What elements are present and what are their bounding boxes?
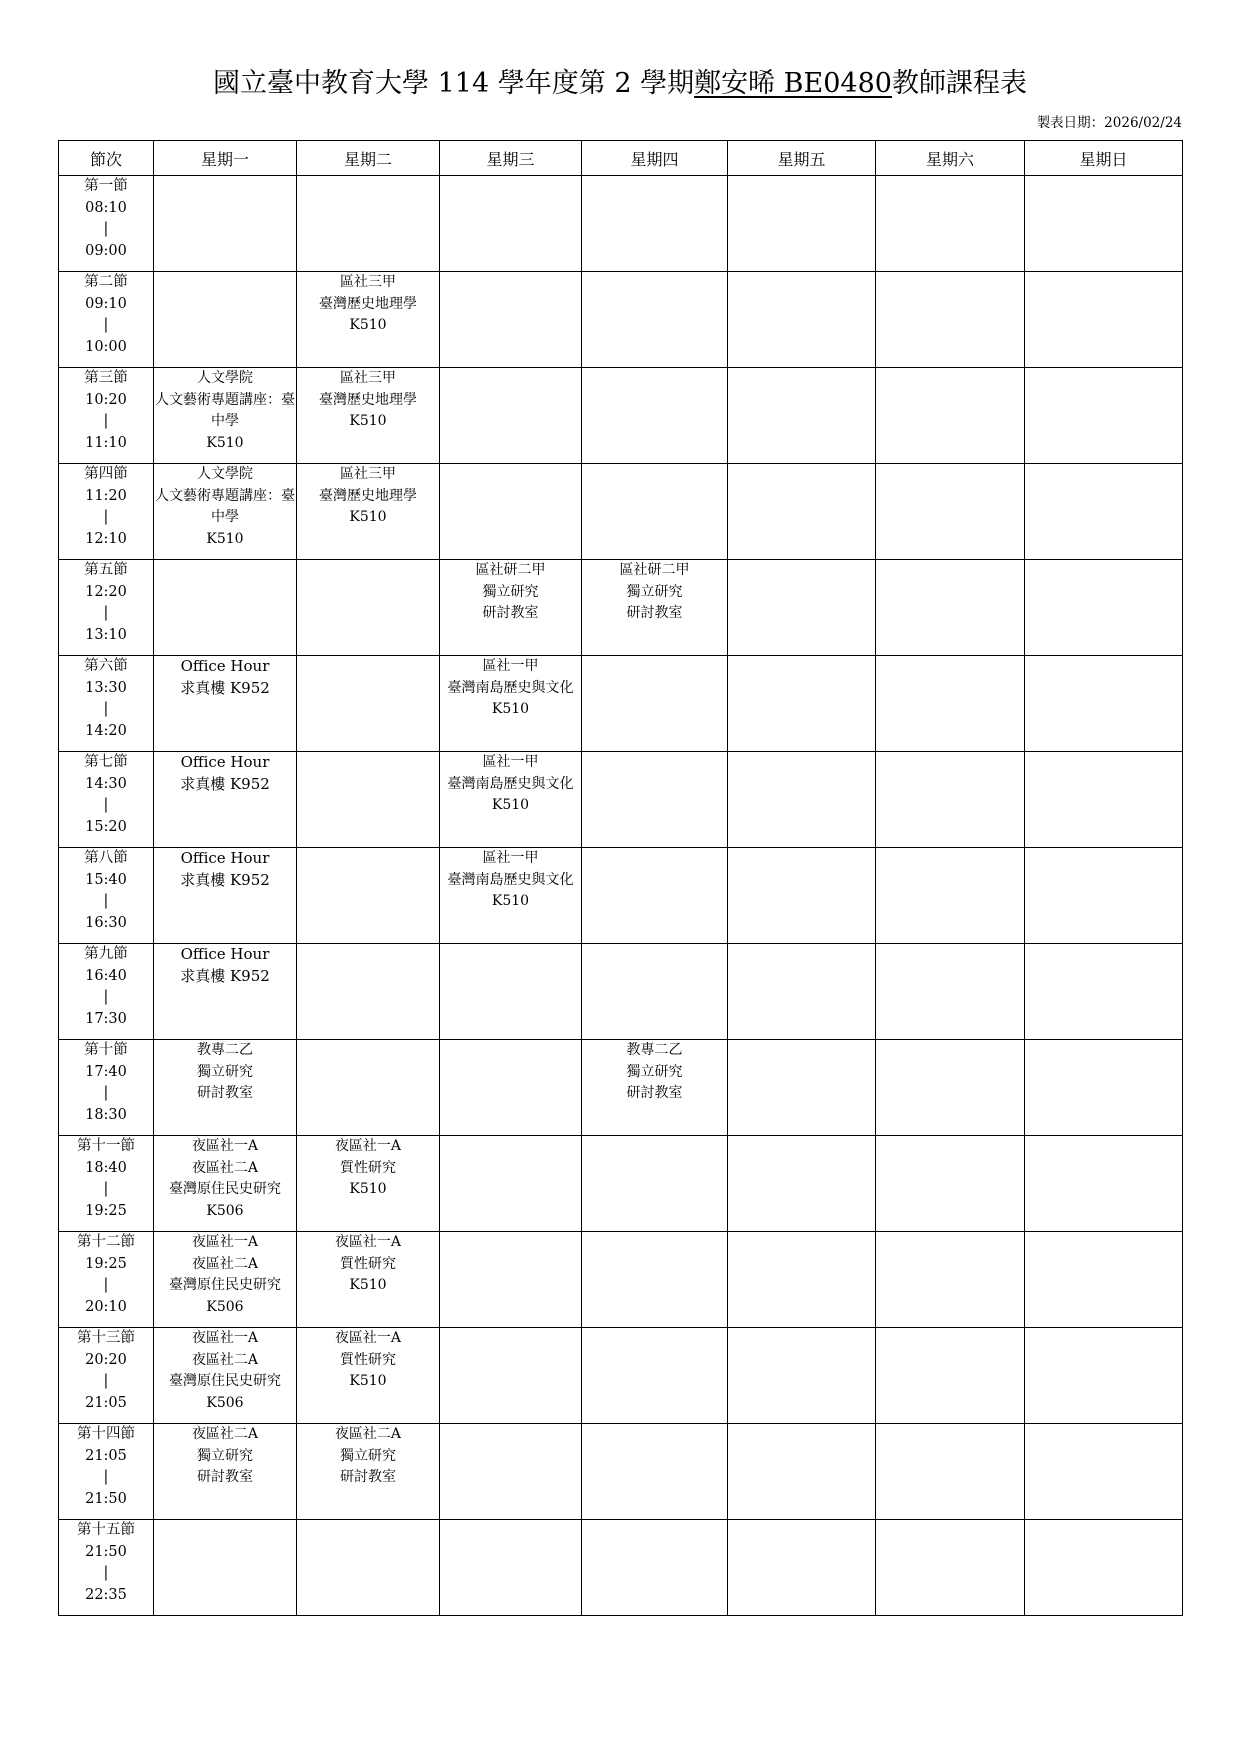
schedule-cell: [876, 1040, 1025, 1136]
course-line: 區社一甲: [482, 850, 539, 866]
title-suffix: 教師課程表: [891, 68, 1027, 99]
period-end: 21:05: [85, 1394, 127, 1411]
period-end: 19:25: [85, 1202, 127, 1219]
schedule-cell: [582, 176, 728, 272]
period-start: 17:40: [85, 1063, 127, 1080]
schedule-cell: [440, 560, 582, 656]
schedule-cell: [297, 176, 440, 272]
schedule-cell: [154, 1136, 297, 1232]
period-label-cell: [59, 464, 154, 560]
period-name: 第十二節: [77, 1234, 135, 1250]
schedule-cell: [582, 560, 728, 656]
schedule-cell: [728, 1136, 876, 1232]
schedule-cell: [876, 1520, 1025, 1616]
schedule-cell: [154, 1040, 297, 1136]
page-title: [0, 64, 1240, 104]
schedule-cell: [1025, 272, 1183, 368]
course-line: Office Hour: [180, 849, 270, 867]
schedule-cell: [876, 752, 1025, 848]
period-end: 15:20: [85, 818, 127, 835]
period-row: [59, 176, 1183, 272]
period-name: 第十五節: [77, 1522, 135, 1538]
course-line: 夜區社一A: [334, 1138, 402, 1154]
period-end: 14:20: [85, 722, 127, 739]
course-line: 獨立研究: [197, 1063, 253, 1080]
course-line: Office Hour: [180, 945, 270, 963]
course-line: 夜區社二A: [191, 1255, 259, 1272]
schedule-cell: [440, 1424, 582, 1520]
course-line: 研討教室: [340, 1469, 396, 1485]
schedule-cell: [728, 176, 876, 272]
schedule-cell: [876, 944, 1025, 1040]
course-line: 夜區社二A: [334, 1426, 402, 1442]
period-label-cell: [59, 368, 154, 464]
schedule-cell: [728, 1328, 876, 1424]
course-line: 臺灣歷史地理學: [319, 295, 417, 312]
schedule-cell: [154, 848, 297, 944]
period-name: 第八節: [84, 850, 128, 866]
header-day: 星期四: [582, 141, 728, 176]
schedule-cell: [154, 1424, 297, 1520]
course-line: 研討教室: [197, 1469, 253, 1485]
schedule-cell: [876, 464, 1025, 560]
period-sep: |: [103, 1277, 109, 1293]
schedule-cell: [582, 752, 728, 848]
schedule-cell: [582, 464, 728, 560]
course-line: 研討教室: [626, 605, 683, 621]
schedule-cell: [297, 1232, 440, 1328]
period-end: 09:00: [85, 242, 127, 259]
schedule-cell: [1025, 560, 1183, 656]
period-label-cell: [59, 1424, 154, 1520]
schedule-cell: [728, 1232, 876, 1328]
schedule-cell: [154, 1328, 297, 1424]
course-line: 區社一甲: [482, 754, 539, 770]
period-sep: |: [103, 605, 109, 621]
period-start: 11:20: [85, 487, 127, 504]
schedule-cell: [154, 656, 297, 752]
period-row: [59, 1328, 1183, 1424]
schedule-cell: [876, 272, 1025, 368]
period-row: [59, 272, 1183, 368]
schedule-cell: [1025, 1328, 1183, 1424]
schedule-cell: [1025, 464, 1183, 560]
period-start: 15:40: [85, 871, 127, 888]
period-name: 第三節: [84, 370, 128, 386]
period-label-cell: [59, 176, 154, 272]
schedule-cell: [154, 944, 297, 1040]
header-day: 星期五: [728, 141, 876, 176]
course-line: 求真樓 K952: [180, 678, 270, 697]
period-end: 22:35: [85, 1586, 127, 1603]
course-line: K510: [349, 1277, 387, 1293]
period-name: 第九節: [84, 946, 128, 962]
schedule-cell: [1025, 1040, 1183, 1136]
period-label-cell: [59, 1328, 154, 1424]
period-start: 09:10: [85, 295, 127, 312]
period-row: [59, 560, 1183, 656]
schedule-cell: [728, 752, 876, 848]
period-row: [59, 656, 1183, 752]
schedule-cell: [297, 1424, 440, 1520]
period-end: 21:50: [85, 1490, 127, 1507]
course-line: 獨立研究: [340, 1447, 396, 1464]
schedule-cell: [440, 1328, 582, 1424]
period-row: [59, 944, 1183, 1040]
course-line: 求真樓 K952: [180, 774, 270, 793]
schedule-cell: [440, 752, 582, 848]
period-start: 08:10: [85, 199, 127, 216]
schedule-cell: [1025, 1424, 1183, 1520]
course-line: 人文藝術專題講座：臺中學: [155, 487, 295, 525]
schedule-cell: [582, 1328, 728, 1424]
period-row: [59, 1040, 1183, 1136]
course-line: 夜區社一A: [191, 1330, 259, 1346]
schedule-cell: [728, 944, 876, 1040]
schedule-cell: [297, 848, 440, 944]
period-end: 12:10: [85, 530, 127, 547]
schedule-cell: [440, 272, 582, 368]
schedule-cell: [1025, 368, 1183, 464]
period-start: 21:50: [85, 1543, 127, 1560]
schedule-cell: [876, 656, 1025, 752]
schedule-cell: [728, 1520, 876, 1616]
schedule-cell: [876, 1232, 1025, 1328]
period-label-cell: [59, 1520, 154, 1616]
schedule-cell: [440, 368, 582, 464]
course-line: 教專二乙: [626, 1042, 683, 1058]
timetable-body: [59, 176, 1183, 1616]
schedule-cell: [440, 944, 582, 1040]
period-sep: |: [103, 989, 109, 1005]
course-line: K510: [206, 530, 244, 547]
course-line: K510: [491, 893, 530, 909]
course-line: K510: [349, 317, 387, 333]
course-line: 獨立研究: [626, 1063, 683, 1080]
course-line: 夜區社一A: [334, 1234, 402, 1250]
schedule-cell: [876, 1424, 1025, 1520]
course-line: 質性研究: [340, 1159, 396, 1176]
timetable: [58, 140, 1183, 1616]
schedule-cell: [582, 848, 728, 944]
schedule-cell: [440, 1232, 582, 1328]
schedule-cell: [582, 272, 728, 368]
course-line: K510: [349, 1373, 387, 1389]
course-line: 人文學院: [197, 370, 253, 386]
schedule-cell: [297, 464, 440, 560]
period-sep: |: [103, 1469, 109, 1485]
schedule-cell: [876, 560, 1025, 656]
course-line: K510: [206, 434, 244, 451]
schedule-cell: [440, 656, 582, 752]
schedule-cell: [154, 1520, 297, 1616]
period-row: [59, 1424, 1183, 1520]
course-line: 臺灣歷史地理學: [319, 487, 417, 504]
course-line: 研討教室: [482, 605, 539, 621]
schedule-cell: [1025, 1136, 1183, 1232]
period-name: 第十一節: [77, 1138, 135, 1154]
course-line: 人文學院: [197, 466, 253, 482]
period-start: 16:40: [85, 967, 127, 984]
schedule-cell: [582, 944, 728, 1040]
period-sep: |: [103, 701, 109, 717]
period-sep: |: [103, 893, 109, 909]
period-end: 13:10: [85, 626, 127, 643]
course-line: Office Hour: [180, 753, 270, 771]
header-day: 星期日: [1025, 141, 1183, 176]
period-start: 14:30: [85, 775, 127, 792]
schedule-cell: [440, 848, 582, 944]
course-line: 研討教室: [626, 1085, 683, 1101]
schedule-cell: [154, 560, 297, 656]
schedule-cell: [582, 1232, 728, 1328]
header-day: 星期一: [154, 141, 297, 176]
period-row: [59, 752, 1183, 848]
course-line: 獨立研究: [626, 583, 683, 600]
period-row: [59, 1520, 1183, 1616]
course-line: 臺灣歷史地理學: [319, 391, 417, 408]
schedule-cell: [1025, 944, 1183, 1040]
course-line: 人文藝術專題講座：臺中學: [155, 391, 295, 429]
header-corner: 節次: [59, 141, 154, 176]
period-sep: |: [103, 317, 109, 333]
course-line: 求真樓 K952: [180, 966, 270, 985]
schedule-cell: [297, 944, 440, 1040]
course-line: 夜區社二A: [191, 1426, 259, 1442]
period-label-cell: [59, 944, 154, 1040]
course-line: 質性研究: [340, 1255, 396, 1272]
course-line: 教專二乙: [197, 1042, 253, 1058]
course-line: K510: [491, 797, 530, 813]
period-end: 16:30: [85, 914, 127, 931]
schedule-cell: [876, 368, 1025, 464]
schedule-cell: [582, 656, 728, 752]
schedule-cell: [154, 752, 297, 848]
schedule-cell: [440, 1520, 582, 1616]
course-line: K510: [349, 413, 387, 429]
period-label-cell: [59, 848, 154, 944]
schedule-cell: [297, 1040, 440, 1136]
course-line: 夜區社二A: [191, 1351, 259, 1368]
print-date: 製表日期：2026/02/24: [1036, 115, 1182, 131]
period-name: 第七節: [84, 754, 128, 770]
schedule-cell: [1025, 848, 1183, 944]
period-end: 10:00: [85, 338, 127, 355]
schedule-cell: [728, 272, 876, 368]
period-end: 18:30: [85, 1106, 127, 1123]
schedule-cell: [728, 848, 876, 944]
course-line: 夜區社一A: [191, 1234, 259, 1250]
course-line: 臺灣南島歷史與文化: [447, 775, 574, 792]
timetable-header-row: [59, 141, 1183, 176]
period-label-cell: [59, 272, 154, 368]
schedule-cell: [297, 1520, 440, 1616]
schedule-cell: [582, 368, 728, 464]
header-day: 星期二: [297, 141, 440, 176]
period-end: 17:30: [85, 1010, 127, 1027]
schedule-cell: [297, 368, 440, 464]
schedule-cell: [582, 1136, 728, 1232]
course-line: 區社研二甲: [619, 562, 690, 578]
course-line: 夜區社二A: [191, 1159, 259, 1176]
schedule-cell: [154, 176, 297, 272]
schedule-cell: [440, 464, 582, 560]
course-line: 研討教室: [197, 1085, 253, 1101]
header-day: 星期六: [876, 141, 1025, 176]
schedule-cell: [1025, 1232, 1183, 1328]
schedule-cell: [1025, 752, 1183, 848]
period-end: 20:10: [85, 1298, 127, 1315]
course-line: 臺灣原住民史研究: [169, 1277, 281, 1293]
schedule-cell: [876, 176, 1025, 272]
course-line: 區社研二甲: [475, 562, 546, 578]
schedule-cell: [876, 1136, 1025, 1232]
course-line: 區社三甲: [340, 466, 396, 482]
period-row: [59, 1232, 1183, 1328]
period-name: 第二節: [84, 274, 128, 290]
course-line: 臺灣南島歷史與文化: [447, 871, 574, 888]
period-start: 20:20: [85, 1351, 127, 1368]
schedule-cell: [582, 1040, 728, 1136]
period-row: [59, 368, 1183, 464]
schedule-cell: [297, 560, 440, 656]
course-line: 獨立研究: [482, 583, 539, 600]
course-line: K506: [206, 1394, 244, 1411]
period-start: 18:40: [85, 1159, 127, 1176]
period-sep: |: [103, 1565, 109, 1581]
schedule-cell: [728, 1424, 876, 1520]
period-sep: |: [103, 221, 109, 237]
schedule-cell: [154, 272, 297, 368]
course-line: 區社三甲: [340, 370, 396, 386]
title-prefix: 國立臺中教育大學 114 學年度第 2 學期: [213, 68, 695, 99]
period-label-cell: [59, 1040, 154, 1136]
course-line: K510: [349, 509, 387, 525]
course-line: K510: [349, 1181, 387, 1197]
period-start: 10:20: [85, 391, 127, 408]
period-sep: |: [103, 1373, 109, 1389]
schedule-cell: [440, 1136, 582, 1232]
schedule-cell: [728, 464, 876, 560]
period-name: 第六節: [84, 658, 128, 674]
course-line: 質性研究: [340, 1351, 396, 1368]
period-sep: |: [103, 413, 109, 429]
course-line: 臺灣原住民史研究: [169, 1181, 281, 1197]
course-line: 臺灣南島歷史與文化: [447, 679, 574, 696]
schedule-cell: [1025, 656, 1183, 752]
header-day: 星期三: [440, 141, 582, 176]
schedule-cell: [876, 848, 1025, 944]
schedule-cell: [728, 560, 876, 656]
period-sep: |: [103, 1085, 109, 1101]
schedule-cell: [728, 368, 876, 464]
course-line: Office Hour: [180, 657, 270, 675]
period-name: 第十三節: [77, 1330, 135, 1346]
schedule-cell: [1025, 1520, 1183, 1616]
schedule-cell: [297, 1328, 440, 1424]
course-line: 區社一甲: [482, 658, 539, 674]
period-start: 21:05: [85, 1447, 127, 1464]
schedule-cell: [297, 656, 440, 752]
period-start: 19:25: [85, 1255, 127, 1272]
period-label-cell: [59, 1136, 154, 1232]
schedule-cell: [440, 1040, 582, 1136]
course-line: 區社三甲: [340, 274, 396, 290]
schedule-cell: [582, 1424, 728, 1520]
course-line: 夜區社一A: [334, 1330, 402, 1346]
schedule-cell: [582, 1520, 728, 1616]
schedule-cell: [297, 752, 440, 848]
course-line: 夜區社一A: [191, 1138, 259, 1154]
schedule-cell: [154, 1232, 297, 1328]
schedule-cell: [297, 1136, 440, 1232]
course-line: K506: [206, 1202, 244, 1219]
course-line: K510: [491, 701, 530, 717]
course-line: 臺灣原住民史研究: [169, 1373, 281, 1389]
period-row: [59, 848, 1183, 944]
period-name: 第十節: [84, 1042, 128, 1058]
period-label-cell: [59, 656, 154, 752]
period-sep: |: [103, 509, 109, 525]
period-sep: |: [103, 797, 109, 813]
period-end: 11:10: [85, 434, 127, 451]
course-line: 求真樓 K952: [180, 870, 270, 889]
schedule-cell: [728, 656, 876, 752]
period-label-cell: [59, 560, 154, 656]
period-name: 第五節: [84, 562, 128, 578]
period-label-cell: [59, 1232, 154, 1328]
schedule-cell: [876, 1328, 1025, 1424]
period-name: 第四節: [84, 466, 128, 482]
period-label-cell: [59, 752, 154, 848]
period-name: 第一節: [84, 178, 128, 194]
period-sep: |: [103, 1181, 109, 1197]
teacher-name: 鄭安晞 BE0480: [694, 68, 892, 99]
schedule-cell: [440, 176, 582, 272]
course-line: K506: [206, 1298, 244, 1315]
period-row: [59, 464, 1183, 560]
period-start: 12:20: [85, 583, 127, 600]
schedule-cell: [1025, 176, 1183, 272]
schedule-cell: [154, 464, 297, 560]
schedule-cell: [728, 1040, 876, 1136]
schedule-cell: [297, 272, 440, 368]
period-name: 第十四節: [77, 1426, 135, 1442]
period-start: 13:30: [85, 679, 127, 696]
period-row: [59, 1136, 1183, 1232]
course-line: 獨立研究: [197, 1447, 253, 1464]
schedule-cell: [154, 368, 297, 464]
